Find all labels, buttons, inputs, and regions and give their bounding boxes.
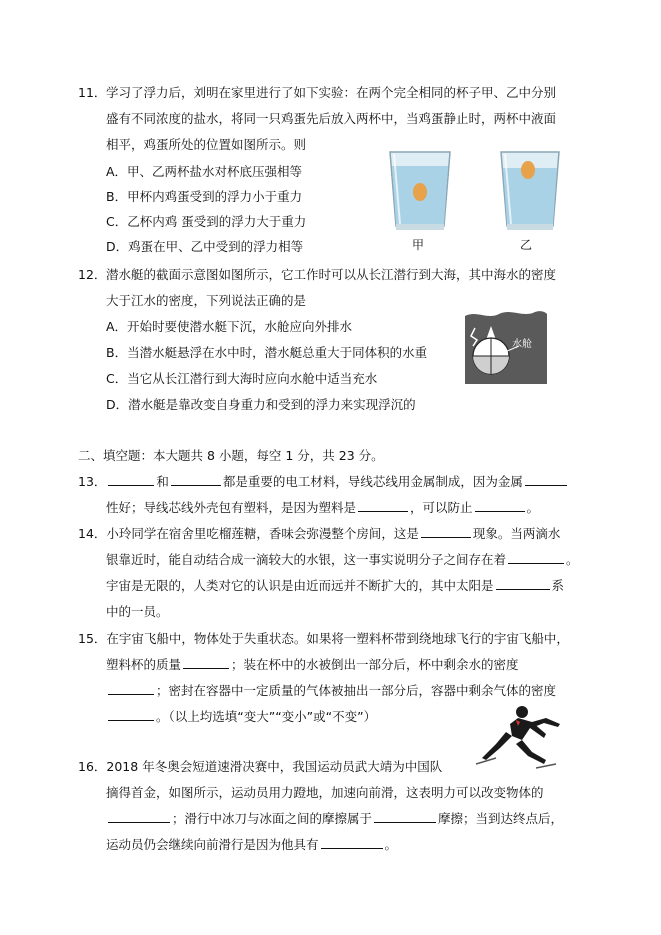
q14-blank-1[interactable] — [421, 525, 471, 538]
q14-text-2: 现象。当两滴水 — [472, 526, 561, 541]
q14-text-3: 银靠近时，能自动结合成一滴较大的水银，这一事实说明分子之间存在着 — [106, 552, 507, 567]
q12-text-line1: 潜水艇的截面示意图如图所示，它工作时可以从长江潜行到大海，其中海水的密度 — [106, 267, 557, 282]
q11-option-b: B．甲杯内鸡蛋受到的浮力小于重力 — [106, 189, 303, 204]
q12-option-c: C．当它从长江潜行到大海时应向水舱中适当充水 — [106, 371, 378, 386]
q16-blank-1[interactable] — [108, 810, 170, 823]
q16-blank-3[interactable] — [321, 836, 383, 849]
q14-text-6: 系 — [551, 578, 565, 593]
q14-text-5: 宇宙是无限的，人类对它的认识是由近而远并不断扩大的，其中太阳是 — [106, 578, 494, 593]
q15-text-5: 。（以上均选填“变大”“变小”或“不变”） — [156, 709, 377, 724]
q13-line2 — [106, 499, 539, 517]
q14-text-1: 小玲同学在宿舍里吃榴莲糖，香味会弥漫整个房间，这是 — [106, 526, 419, 541]
q14-line1 — [78, 525, 560, 543]
q11-option-c: C．乙杯内鸡 蛋受到的浮力大于重力 — [106, 214, 307, 229]
egg-in-yi — [521, 161, 535, 179]
cup-yi-label: 乙 — [520, 238, 533, 252]
q15-line1 — [78, 630, 569, 648]
q15-line2 — [106, 656, 519, 674]
q16-text-3: ；滑行中冰刀与冰面之间的摩擦属于 — [172, 811, 373, 826]
q11-option-d: D．鸡蛋在甲、乙中受到的浮力相等 — [106, 239, 304, 254]
section-2-title: 二、填空题：本大题共 8 小题，每空 1 分，共 23 分。 — [78, 448, 384, 463]
q12-text-line2: 大于江水的密度，下列说法正确的是 — [106, 293, 307, 308]
q11-option-a: A．甲、乙两杯盐水对杯底压强相等 — [106, 164, 303, 179]
q16-text-4: 摩擦；当到达终点后， — [438, 811, 564, 826]
q15-blank-1[interactable] — [183, 656, 229, 669]
cup-yi-figure — [497, 146, 563, 234]
speed-skater-figure — [472, 700, 564, 776]
q13-text-3: 性好；导线芯线外壳包有塑料，是因为塑料是 — [106, 500, 357, 515]
cup-jia-figure — [384, 146, 456, 234]
q15-line4 — [106, 708, 376, 726]
q16-line4 — [106, 836, 397, 854]
q14-blank-2[interactable] — [508, 551, 564, 564]
q13-blank-4[interactable] — [358, 499, 408, 512]
q13-blank-1[interactable] — [108, 473, 154, 486]
q11-text-line1: 学习了浮力后，刘明在家里进行了如下实验：在两个完全相同的杯子甲、乙中分别 — [106, 85, 557, 100]
q13-text-1: 和 — [156, 474, 169, 489]
q16-text-1: 2018 年冬奥会短道速滑决赛中，我国运动员武大靖为中国队 — [106, 759, 443, 774]
q15-text-4: ；密封在容器中一定质量的气体被抽出一部分后，容器中剩余气体的密度 — [156, 683, 557, 698]
q16-blank-2[interactable] — [374, 810, 436, 823]
q16-line3 — [106, 810, 563, 828]
q13-text-2: 都是重要的电工材料，导线芯线用金属制成，因为金属 — [222, 474, 523, 489]
q15-blank-3[interactable] — [108, 708, 154, 721]
q15-text-3: ；装在杯中的水被倒出一部分后，杯中剩余水的密度 — [231, 657, 519, 672]
q14-line4: 中的一员。 — [106, 604, 169, 619]
q12-option-d: D．潜水艇是靠改变自身重力和受到的浮力来实现浮沉的 — [106, 397, 416, 412]
q16-number: 16． — [78, 759, 107, 774]
q11-text-line2: 盛有不同浓度的盐水，将同一只鸡蛋先后放入两杯中，当鸡蛋静止时，两杯中液面 — [106, 111, 557, 126]
q14-number: 14． — [78, 526, 107, 541]
egg-in-jia — [413, 183, 427, 201]
q12-option-a: A．开始时要使潜水艇下沉，水舱应向外排水 — [106, 319, 353, 334]
q16-text-5: 运动员仍会继续向前滑行是因为他具有 — [106, 837, 319, 852]
q15-line3 — [106, 682, 556, 700]
q13-blank-5[interactable] — [475, 499, 525, 512]
q15-text-2: 塑料杯的质量 — [106, 657, 182, 672]
water-tank-label: 水舱 — [512, 339, 532, 350]
q16-line1 — [78, 758, 442, 776]
q16-text-6: 。 — [384, 837, 398, 852]
q13-text-5: 。 — [526, 500, 540, 515]
q12-number: 12． — [78, 267, 107, 282]
q11-number: 11． — [78, 85, 107, 100]
submarine-figure — [465, 306, 547, 384]
q13-number: 13． — [78, 474, 107, 489]
q14-blank-3[interactable] — [496, 577, 550, 590]
q13-blank-3[interactable] — [525, 473, 567, 486]
q16-line2: 摘得首金，如图所示，运动员用力蹬地，加速向前滑，这表明力可以改变物体的 — [106, 785, 544, 800]
q15-blank-2[interactable] — [108, 682, 154, 695]
q14-line2 — [106, 551, 579, 569]
q14-text-4: 。 — [566, 552, 579, 567]
cup-jia-label: 甲 — [412, 238, 425, 252]
q12-option-b: B．当潜水艇悬浮在水中时，潜水艇总重大于同体积的水重 — [106, 345, 428, 360]
q15-text-1: 在宇宙飞船中，物体处于失重状态。如果将一塑料杯带到绕地球飞行的宇宙飞船中， — [106, 631, 569, 646]
q11-text-line3: 相平，鸡蛋所处的位置如图所示。则 — [106, 137, 307, 152]
q13-line1 — [78, 473, 569, 491]
q15-number: 15． — [78, 631, 107, 646]
q13-text-4: ，可以防止 — [410, 500, 473, 515]
q13-blank-2[interactable] — [171, 473, 221, 486]
q14-line3 — [106, 577, 564, 595]
